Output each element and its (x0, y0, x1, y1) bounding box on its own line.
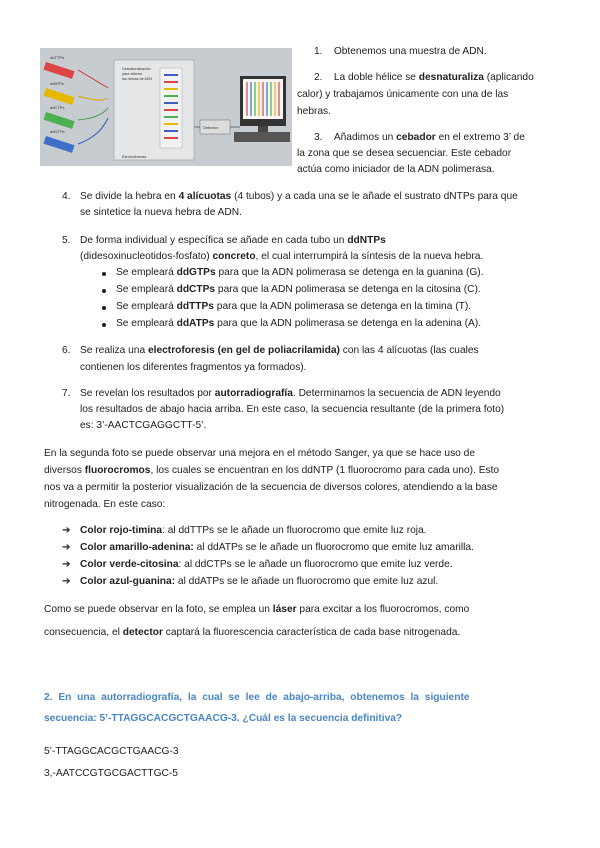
list-item-3-line2: la zona que se desea secuenciar. Este cebador (297, 148, 512, 159)
bullet-dot (102, 323, 106, 327)
paragraph-2-line2: consecuencia, el detector captará la fluorescencia característica de cada base nitrogenada. (44, 627, 461, 638)
list-item-6: Se realiza una electroforesis (en gel de poliacrilamida) con las 4 alícuotas (las cuales (80, 345, 479, 356)
arrow-icon: ➔ (62, 525, 71, 536)
paragraph-1-line3: nos va a permitir la posterior visualización de la secuencia de diversos colores, atendiendo a la base (44, 482, 498, 493)
list-item-5-num: 5. (62, 235, 71, 246)
bullet-item-ddctps: Se empleará ddCTPs para que la ADN polimerasa se detenga en la citosina (C). (116, 284, 481, 295)
list-item-6-num: 6. (62, 345, 71, 356)
arrow-icon: ➔ (62, 542, 71, 553)
list-item-4-num: 4. (62, 191, 71, 202)
list-item-1: 1. Obtenemos una muestra de ADN. (314, 46, 487, 57)
list-item-7-line2: los resultados de abajo hacia arriba. En este caso, la secuencia resultante (de la primera foto) (80, 404, 505, 415)
list-item-6-line2: contienen los diferentes fragmentos ya formados). (80, 362, 307, 373)
arrow-item-amarillo: Color amarillo-adenina: al ddATPs se le añade un fluorocromo que emite luz amarilla. (80, 542, 474, 553)
answer-line2: 3,-AATCCGTGCGACTTGC-5 (44, 768, 178, 779)
list-item-7-num: 7. (62, 388, 71, 399)
list-item-7: Se revelan los resultados por autorradiografía. Determinamos la secuencia de ADN leyendo (80, 388, 501, 399)
arrow-item-verde: Color verde-citosina: al ddCTPs se le añade un fluorocromo que emite luz verde. (80, 559, 453, 570)
paragraph-1-line4: nitrogenada. En este caso: (44, 499, 166, 510)
list-item-4: Se divide la hebra en 4 alícuotas (4 tubos) y a cada una se le añade el sustrato dNTPs para que (80, 191, 518, 202)
svg-text:Desnaturalización: Desnaturalización (122, 67, 151, 71)
bullet-dot (102, 272, 106, 276)
list-item-3: 3. Añadimos un cebador en el extremo 3’ de (314, 132, 525, 143)
svg-text:Detector: Detector (203, 125, 219, 130)
list-item-4-line2: se sintetice la nueva hebra de ADN. (80, 207, 242, 218)
bullet-item-ddgtps: Se empleará ddGTPs para que la ADN polimerasa se detenga en la guanina (G). (116, 267, 484, 278)
tube-label-3: ddGTPs (50, 129, 65, 134)
list-item-2-line3: hebras. (297, 106, 331, 117)
paragraph-2-line1: Como se puede observar en la foto, se emplea un láser para excitar a los fluorocromos, como (44, 604, 470, 615)
tube-label-2: ddCTPs (50, 105, 65, 110)
arrow-icon: ➔ (62, 576, 71, 587)
bullet-dot (102, 289, 106, 293)
sanger-diagram (40, 48, 292, 166)
list-item-7-line3: es: 3’-AACTCGAGGCTT-5’. (80, 420, 207, 431)
paragraph-1-line1: En la segunda foto se puede observar una mejora en el método Sanger, ya que se hace uso de (44, 448, 476, 459)
arrow-item-rojo: Color rojo-timina: al ddTTPs se le añade un fluorocromo que emite luz roja. (80, 525, 427, 536)
svg-text:para obtener: para obtener (122, 72, 143, 76)
paragraph-1-line2: diversos fluorocromos, los cuales se encuentran en los ddNTP (1 fluorocromo para cada uno). Esto (44, 465, 500, 476)
bullet-dot (102, 306, 106, 310)
list-item-5-line2: (didesoxinucleotidos-fosfato) concreto, el cual interrumpirá la síntesis de la nueva hebra. (80, 251, 484, 262)
sanger-figure-photo (40, 48, 292, 166)
list-item-5: De forma individual y específica se añade en cada tubo un ddNTPs (80, 235, 386, 246)
tube-label-1: ddATPs (50, 81, 64, 86)
svg-text:las hebras de ADN: las hebras de ADN (122, 77, 152, 81)
list-item-2: 2. La doble hélice se desnaturaliza (aplicando (314, 72, 534, 83)
question-line1: 2. En una autorradiografía, la cual se lee de abajo-arriba, obtenemos la siguiente (44, 692, 470, 703)
list-item-2-line2: calor) y trabajamos únicamente con una de las (297, 89, 509, 100)
bullet-item-ddatps: Se empleará ddATPs para que la ADN polimerasa se detenga en la adenina (A). (116, 318, 482, 329)
answer-line1: 5’-TTAGGCACGCTGAACG-3 (44, 746, 179, 757)
question-line2: secuencia: 5’-TTAGGCACGCTGAACG-3. ¿Cuál es la secuencia definitiva? (44, 713, 403, 724)
arrow-item-azul: Color azul-guanina: al ddATPs se le añade un fluorocromo que emite luz azul. (80, 576, 439, 587)
list-item-3-line3: actúa como iniciador de la ADN polimerasa. (297, 164, 495, 175)
tube-label-0: ddTTPs (50, 55, 65, 60)
arrow-icon: ➔ (62, 559, 71, 570)
svg-text:Electroforesis: Electroforesis (122, 154, 147, 159)
bullet-item-ddttps: Se empleará ddTTPs para que la ADN polimerasa se detenga en la timina (T). (116, 301, 472, 312)
